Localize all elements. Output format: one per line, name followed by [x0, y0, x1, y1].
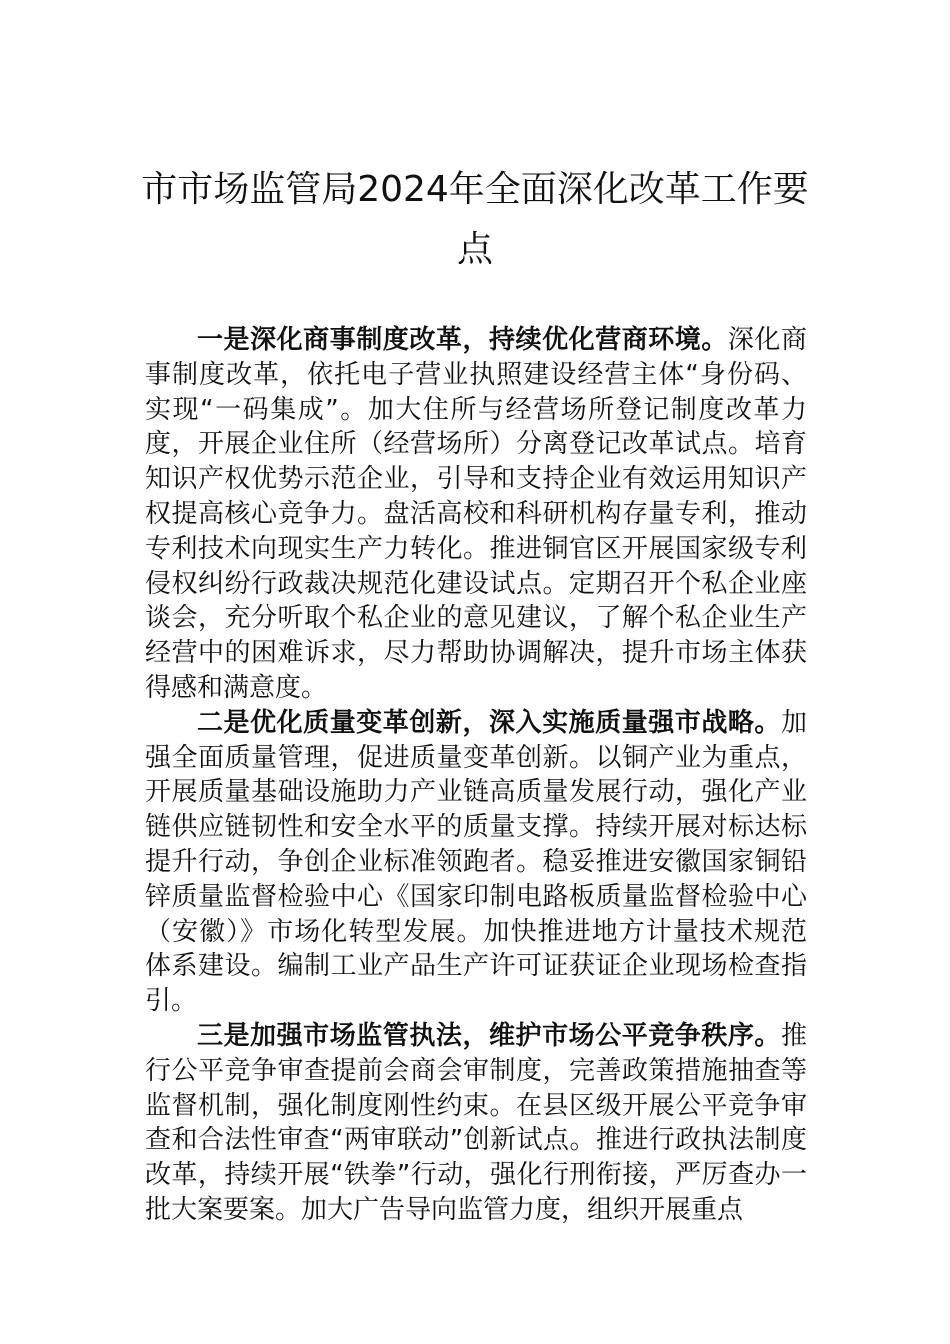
- paragraph-text: 深化商事制度改革，依托电子营业执照建设经营主体“身份码、实现“一码集成”。加大住所与经营场所登记制度改革力度，开展企业住所（经营场所）分离登记改革试点。培育知识产权优势示范企业，引导和支持企业有效运用知识产权提高核心竞争力。盘活高校和科研机构存量专利，推动专利技术向现实生产力转化。推进铜官区开展国家级专利侵权纠纷行政裁决规范化建设试点。定期召开个私企业座谈会，充分听取个私企业的意见建议，了解个私企业生产经营中的困难诉求，尽力帮助协调解决，提升市场主体获得感和满意度。: [145, 325, 807, 703]
- paragraph-3: [145, 1019, 807, 1228]
- paragraph-1: [145, 323, 807, 706]
- paragraph-lead: 三是加强市场监管执法，维护市场公平竞争秩序。: [197, 1020, 781, 1051]
- paragraph-text: 推行公平竞争审查提前会商会审制度，完善政策措施抽查等监督机制，强化制度刚性约束。在县区级开展公平竞争审查和合法性审查“两审联动”创新试点。推进行政执法制度改革，持续开展“铁拳”行动，强化行刑衔接，严厉查办一批大案要案。加大广告导向监管力度，组织开展重点: [145, 1020, 807, 1225]
- paragraph-lead: 二是优化质量变革创新，深入实施质量强市战略。: [197, 707, 781, 738]
- paragraph-lead: 一是深化商事制度改革，持续优化营商环境。: [197, 325, 728, 355]
- paragraph-2: [145, 706, 807, 1019]
- paragraph-text: 加强全面质量管理，促进质量变革创新。以铜产业为重点，开展质量基础设施助力产业链高质量发展行动，强化产业链供应链韧性和安全水平的质量支撑。持续开展对标达标提升行动，争创企业标准领跑者。稳妥推进安徽国家铜铅锌质量监督检验中心《国家印制电路板质量监督检验中心（安徽）》市场化转型发展。加快推进地方计量技术规范体系建设。编制工业产品生产许可证获证企业现场检查指引。: [145, 707, 807, 1017]
- document-body: [145, 323, 807, 1228]
- page-title: 市市场监管局2024年全面深化改革工作要点: [141, 169, 809, 270]
